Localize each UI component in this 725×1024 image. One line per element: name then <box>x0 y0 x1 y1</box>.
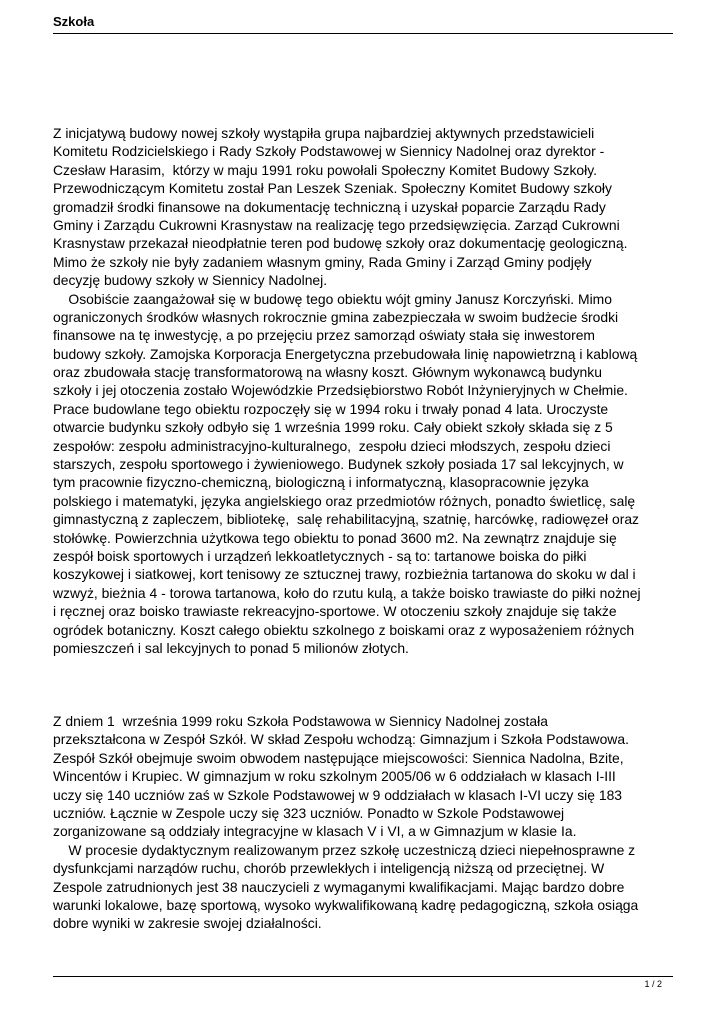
text-line: koszykowej i siatkowej, kort tenisowy ze sztucznej trawy, rozbieżnia tartanowa do skoku w dal i <box>53 566 636 583</box>
text-line: dobre wyniki w zakresie swojej działalności. <box>53 915 322 932</box>
text-line: wzwyż, bieżnia 4 - torowa tartanowa, koło do rzutu kulą, a także boisko trawiaste do piłki nożnej <box>53 584 641 601</box>
text-line: otwarcie budynku szkoły odbyło się 1 września 1999 roku. Cały obiekt szkoły składa się z 5 <box>53 419 613 436</box>
page-title: Szkoła <box>53 14 95 29</box>
text-line: uczy się 140 uczniów zaś w Szkole Podstawowej w 9 oddziałach w klasach I-VI uczy się 183 <box>53 786 623 803</box>
text-line: tym pracownie fizyczno-chemiczną, biologiczną i informatyczną, klasopracownie języka <box>53 474 589 491</box>
body-section-school-complex <box>53 712 683 933</box>
text-line: Z inicjatywą budowy nowej szkoły wystąpiła grupa najbardziej aktywnych przedstawicieli <box>53 125 595 141</box>
header-divider <box>53 33 673 34</box>
text-line: Mimo że szkoły nie były zadaniem własnym gminy, Rada Gminy i Zarząd Gminy podjęły <box>53 253 592 270</box>
text-line: warunki lokalowe, bazę sportową, wysoko wykwalifikowaną kadrę pedagogiczną, szkoła osiąga <box>53 896 639 913</box>
text-line: Przewodniczącym Komitetu został Pan Leszek Szeniak. Społeczny Komitet Budowy szkoły <box>53 180 612 197</box>
text-line: Krasnystaw przekazał nieodpłatnie teren pod budowę szkoły oraz dokumentację geologiczną. <box>53 235 628 252</box>
page-number: 1 / 2 <box>644 979 662 989</box>
text-line: Gminy i Zarządu Cukrowni Krasnystaw na realizację tego przedsięwzięcia. Zarząd Cukrowni <box>53 216 620 233</box>
text-line: zespół boisk sportowych i urządzeń lekkoatletycznych - są to: tartanowe boiska do piłki <box>53 547 587 564</box>
text-line: ogródek botaniczny. Koszt całego obiektu szkolnego z boiskami oraz z wyposażeniem różnych <box>53 621 635 638</box>
text-line: Z dniem 1 września 1999 roku Szkoła Podstawowa w Siennicy Nadolnej została <box>53 713 548 729</box>
text-line: oraz zbudowała stację transformatorową na własny koszt. Głównym wykonawcą budynku <box>53 364 602 381</box>
text-line: gimnastyczną z zapleczem, bibliotekę, salę rehabilitacyjną, szatnię, harcówkę, radiowęzeł oraz <box>53 511 640 528</box>
text-line: i ręcznej oraz boisko trawiaste rekreacyjno-sportowe. W otoczeniu szkoły znajduje się także <box>53 603 617 620</box>
text-line: Komitetu Rodzicielskiego i Rady Szkoły Podstawowej w Siennicy Nadolnej oraz dyrektor - <box>53 143 605 160</box>
text-line: zespołów: zespołu administracyjno-kulturalnego, zespołu dzieci młodszych, zespołu dzieci <box>53 437 611 454</box>
text-line: Prace budowlane tego obiektu rozpoczęły się w 1994 roku i trwały ponad 4 lata. Uroczyste <box>53 400 609 417</box>
text-line: Czesław Harasim, którzy w maju 1991 roku powołali Społeczny Komitet Budowy Szkoły. <box>53 161 598 178</box>
text-line: polskiego i matematyki, języka angielskiego oraz przedmiotów różnych, ponadto świetlicę, salę <box>53 492 636 509</box>
footer-divider <box>53 976 673 977</box>
text-line: Wincentów i Krupiec. W gimnazjum w roku szkolnym 2005/06 w 6 oddziałach w klasach I-III <box>53 768 616 785</box>
text-line: stołówkę. Powierzchnia użytkowa tego obiektu to ponad 3600 m2. Na zewnątrz znajduje się <box>53 529 617 546</box>
text-line: uczniów. Łącznie w Zespole uczy się 323 uczniów. Ponadto w Szkole Podstawowej <box>53 804 565 821</box>
body-section-history <box>53 124 683 657</box>
text-line: W procesie dydaktycznym realizowanym przez szkołę uczestniczą dzieci niepełnosprawne z <box>53 841 636 858</box>
text-line: budowy szkoły. Zamojska Korporacja Energetyczna przebudowała linię napowietrzną i kablową <box>53 345 638 362</box>
text-line: przekształcona w Zespół Szkół. W skład Zespołu wchodzą: Gimnazjum i Szkoła Podstawowa. <box>53 731 629 748</box>
text-line: Osobiście zaangażował się w budowę tego obiektu wójt gminy Janusz Korczyński. Mimo <box>53 290 612 307</box>
text-line: finansowe na tę inwestycję, a po przejęciu przez samorząd oświaty stała się inwestorem <box>53 327 595 344</box>
text-line: starszych, zespołu sportowego i żywieniowego. Budynek szkoły posiada 17 sal lekcyjnych, w <box>53 456 624 473</box>
text-line: decyzję budowy szkoły w Siennicy Nadolnej. <box>53 272 328 289</box>
text-line: gromadził środki finansowe na dokumentację techniczną i uzyskał poparcie Zarządu Rady <box>53 198 606 215</box>
text-line: zorganizowane są oddziały integracyjne w klasach V i VI, a w Gimnazjum w klasie Ia. <box>53 823 577 840</box>
text-line: szkoły i jej otoczenia zostało Wojewódzkie Przedsiębiorstwo Robót Inżynieryjnych w Chełmie. <box>53 382 628 399</box>
text-line: dysfunkcjami narządów ruchu, chorób przewlekłych i inteligencją niższą od przeciętnej. W <box>53 860 605 877</box>
text-line: Zespół Szkół obejmuje swoim obwodem następujące miejscowości: Siennica Nadolna, Bzite, <box>53 749 624 766</box>
text-line: pomieszczeń i sal lekcyjnych to ponad 5 milionów złotych. <box>53 639 409 656</box>
text-line: ograniczonych środków własnych rokrocznie gmina zabezpieczała w swoim budżecie środki <box>53 308 619 325</box>
text-line: Zespole zatrudnionych jest 38 nauczycieli z wymaganymi kwalifikacjami. Mając bardzo dobre <box>53 878 625 895</box>
